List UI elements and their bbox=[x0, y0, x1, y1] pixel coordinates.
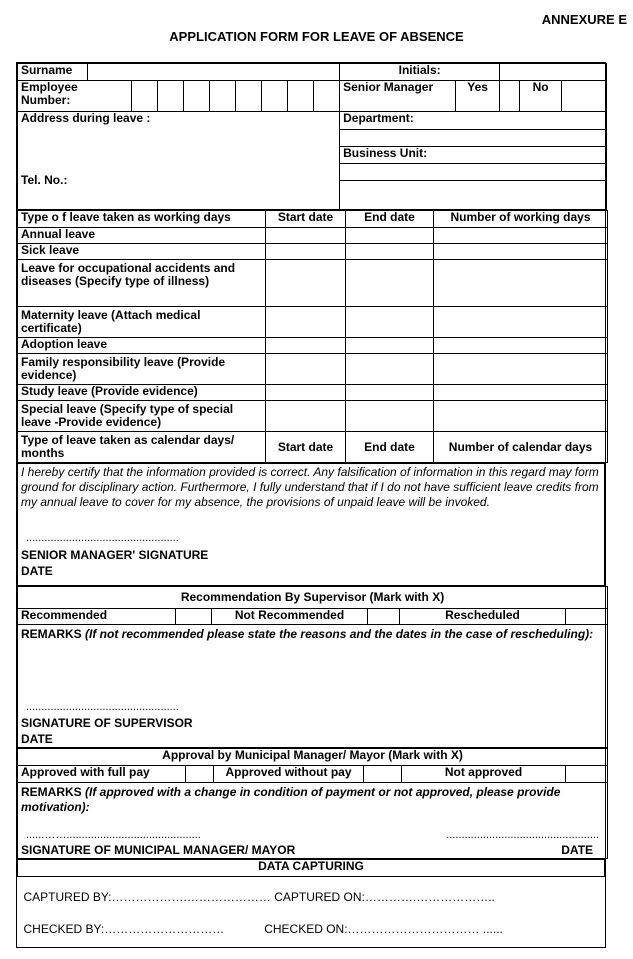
surname-field[interactable] bbox=[88, 64, 340, 81]
certification-text: I hereby certify that the information provided is correct. Any falsification of information in this regard may form ground for disciplinary action. Furthermore, I fully understand that if I do not have sufficient leave credits from my annual leave to cover for my absence, the provisions of unpaid leave will be invoked. bbox=[21, 465, 599, 509]
table-row bbox=[18, 354, 608, 385]
address-cell[interactable] bbox=[18, 112, 340, 210]
start-date-field[interactable] bbox=[266, 401, 346, 432]
approved-full-pay-label: Approved with full pay bbox=[18, 766, 186, 783]
start-date-field[interactable] bbox=[266, 354, 346, 385]
working-days-type-header: Type o f leave taken as working days bbox=[18, 211, 266, 228]
data-capturing-body bbox=[18, 877, 605, 947]
table-row bbox=[18, 385, 608, 401]
certification-cell bbox=[18, 464, 605, 586]
leave-type-label: Adoption leave bbox=[18, 338, 266, 354]
days-field[interactable] bbox=[434, 401, 608, 432]
end-date-field[interactable] bbox=[346, 244, 434, 260]
supervisor-section bbox=[17, 586, 608, 748]
end-date-field[interactable] bbox=[346, 260, 434, 307]
days-field[interactable] bbox=[434, 385, 608, 401]
initials-field[interactable] bbox=[500, 64, 607, 81]
remarks-label: REMARKS bbox=[21, 627, 82, 641]
supervisor-signature-line[interactable]: .................................................. bbox=[26, 701, 179, 713]
not-recommended-box[interactable] bbox=[368, 609, 400, 625]
employee-number-box[interactable] bbox=[288, 81, 314, 112]
not-approved-box[interactable] bbox=[566, 766, 608, 783]
department-label: Department: bbox=[340, 112, 607, 130]
end-date-field[interactable] bbox=[346, 385, 434, 401]
employee-number-box[interactable] bbox=[132, 81, 158, 112]
certification-section bbox=[17, 463, 605, 586]
form-title: APPLICATION FORM FOR LEAVE OF ABSENCE bbox=[169, 29, 464, 44]
mm-remarks-cell[interactable] bbox=[18, 783, 608, 859]
leave-type-label: Leave for occupational accidents and diseases (Specify type of illness) bbox=[18, 260, 266, 307]
days-field[interactable] bbox=[434, 354, 608, 385]
employee-number-box[interactable] bbox=[236, 81, 262, 112]
surname-label: Surname bbox=[18, 64, 88, 81]
employee-number-box[interactable] bbox=[184, 81, 210, 112]
business-unit-label: Business Unit: bbox=[340, 147, 607, 164]
calendar-start-date-header: Start date bbox=[266, 432, 346, 463]
business-unit-field[interactable] bbox=[340, 164, 607, 181]
remarks-label: REMARKS bbox=[21, 785, 82, 799]
leave-form bbox=[16, 62, 606, 948]
end-date-header: End date bbox=[346, 211, 434, 228]
personal-details-table bbox=[17, 63, 607, 210]
days-field[interactable] bbox=[434, 244, 608, 260]
supervisor-heading: Recommendation By Supervisor (Mark with X) bbox=[18, 587, 608, 609]
address-label: Address during leave : bbox=[21, 111, 151, 125]
initials-label: Initials: bbox=[340, 64, 500, 81]
end-date-field[interactable] bbox=[346, 354, 434, 385]
supervisor-remarks-note: (If not recommended please state the reasons and the dates in the case of rescheduling): bbox=[85, 627, 594, 641]
start-date-field[interactable] bbox=[266, 260, 346, 307]
employee-number-box[interactable] bbox=[314, 81, 340, 112]
mm-signature-line[interactable]: ......……............................................ bbox=[26, 829, 201, 841]
leave-type-label: Special leave (Specify type of special leave -Provide evidence) bbox=[18, 401, 266, 432]
recommended-box[interactable] bbox=[176, 609, 212, 625]
start-date-field[interactable] bbox=[266, 244, 346, 260]
end-date-field[interactable] bbox=[346, 338, 434, 354]
annexure-label: ANNEXURE E bbox=[541, 12, 627, 27]
no-label: No bbox=[520, 81, 562, 112]
department-field[interactable] bbox=[340, 130, 607, 147]
end-date-field[interactable] bbox=[346, 228, 434, 244]
data-capturing-section bbox=[17, 859, 605, 947]
mm-remarks-note: (If approved with a change in condition of payment or not approved, please provide motivation): bbox=[21, 785, 561, 814]
approved-without-pay-box[interactable] bbox=[364, 766, 402, 783]
captured-by-line[interactable]: CAPTURED BY:……………….………………… CAPTURED ON:………….……………….. bbox=[23, 890, 495, 904]
start-date-field[interactable] bbox=[266, 228, 346, 244]
start-date-field[interactable] bbox=[266, 307, 346, 338]
senior-manager-date-label: DATE bbox=[21, 564, 53, 578]
not-recommended-label: Not Recommended bbox=[212, 609, 368, 625]
tel-field[interactable] bbox=[340, 181, 607, 210]
yes-label: Yes bbox=[456, 81, 500, 112]
table-row bbox=[18, 338, 608, 354]
mm-date-label: DATE bbox=[561, 843, 594, 857]
senior-manager-signature-label: SENIOR MANAGER' SIGNATURE bbox=[21, 548, 209, 562]
mm-signature-label: SIGNATURE OF MUNICIPAL MANAGER/ MAYOR bbox=[21, 843, 296, 857]
data-capturing-heading: DATA CAPTURING bbox=[18, 860, 605, 877]
table-row bbox=[18, 260, 608, 307]
rescheduled-label: Rescheduled bbox=[400, 609, 566, 625]
leave-type-label: Study leave (Provide evidence) bbox=[18, 385, 266, 401]
employee-number-label: Employee Number: bbox=[18, 81, 132, 112]
employee-number-box[interactable] bbox=[262, 81, 288, 112]
supervisor-date-label: DATE bbox=[21, 732, 53, 746]
table-row bbox=[18, 307, 608, 338]
table-row bbox=[18, 244, 608, 260]
end-date-field[interactable] bbox=[346, 307, 434, 338]
no-box[interactable] bbox=[562, 81, 607, 112]
end-date-field[interactable] bbox=[346, 401, 434, 432]
leave-type-label: Sick leave bbox=[18, 244, 266, 260]
table-row bbox=[18, 401, 608, 432]
start-date-field[interactable] bbox=[266, 385, 346, 401]
calendar-end-date-header: End date bbox=[346, 432, 434, 463]
yes-box[interactable] bbox=[500, 81, 520, 112]
days-field[interactable] bbox=[434, 260, 608, 307]
mm-heading: Approval by Municipal Manager/ Mayor (Mark with X) bbox=[18, 749, 608, 766]
table-row bbox=[18, 228, 608, 244]
not-approved-label: Not approved bbox=[402, 766, 566, 783]
rescheduled-box[interactable] bbox=[566, 609, 608, 625]
supervisor-signature-label: SIGNATURE OF SUPERVISOR bbox=[21, 716, 193, 730]
employee-number-box[interactable] bbox=[158, 81, 184, 112]
start-date-field[interactable] bbox=[266, 338, 346, 354]
leave-type-label: Family responsibility leave (Provide evidence) bbox=[18, 354, 266, 385]
recommended-label: Recommended bbox=[18, 609, 176, 625]
start-date-header: Start date bbox=[266, 211, 346, 228]
checked-by-line[interactable]: CHECKED BY:………………………… CHECKED ON:…………………………… ...... bbox=[23, 922, 503, 936]
approved-without-pay-label: Approved without pay bbox=[214, 766, 364, 783]
municipal-manager-section bbox=[17, 748, 608, 859]
leave-types-table bbox=[17, 210, 608, 463]
signature-line[interactable]: .................................................. bbox=[26, 532, 179, 544]
days-field[interactable] bbox=[434, 307, 608, 338]
employee-number-box[interactable] bbox=[210, 81, 236, 112]
leave-type-label: Annual leave bbox=[18, 228, 266, 244]
days-field[interactable] bbox=[434, 338, 608, 354]
calendar-days-type-header: Type of leave taken as calendar days/ months bbox=[18, 432, 266, 463]
mm-date-line[interactable]: .................................................. bbox=[446, 829, 600, 841]
senior-manager-label: Senior Manager bbox=[340, 81, 456, 112]
calendar-days-number-header: Number of calendar days bbox=[434, 432, 608, 463]
days-field[interactable] bbox=[434, 228, 608, 244]
supervisor-remarks-cell[interactable] bbox=[18, 625, 608, 748]
tel-label: Tel. No.: bbox=[21, 173, 68, 187]
approved-full-pay-box[interactable] bbox=[186, 766, 214, 783]
working-days-number-header: Number of working days bbox=[434, 211, 608, 228]
leave-type-label: Maternity leave (Attach medical certificate) bbox=[18, 307, 266, 338]
